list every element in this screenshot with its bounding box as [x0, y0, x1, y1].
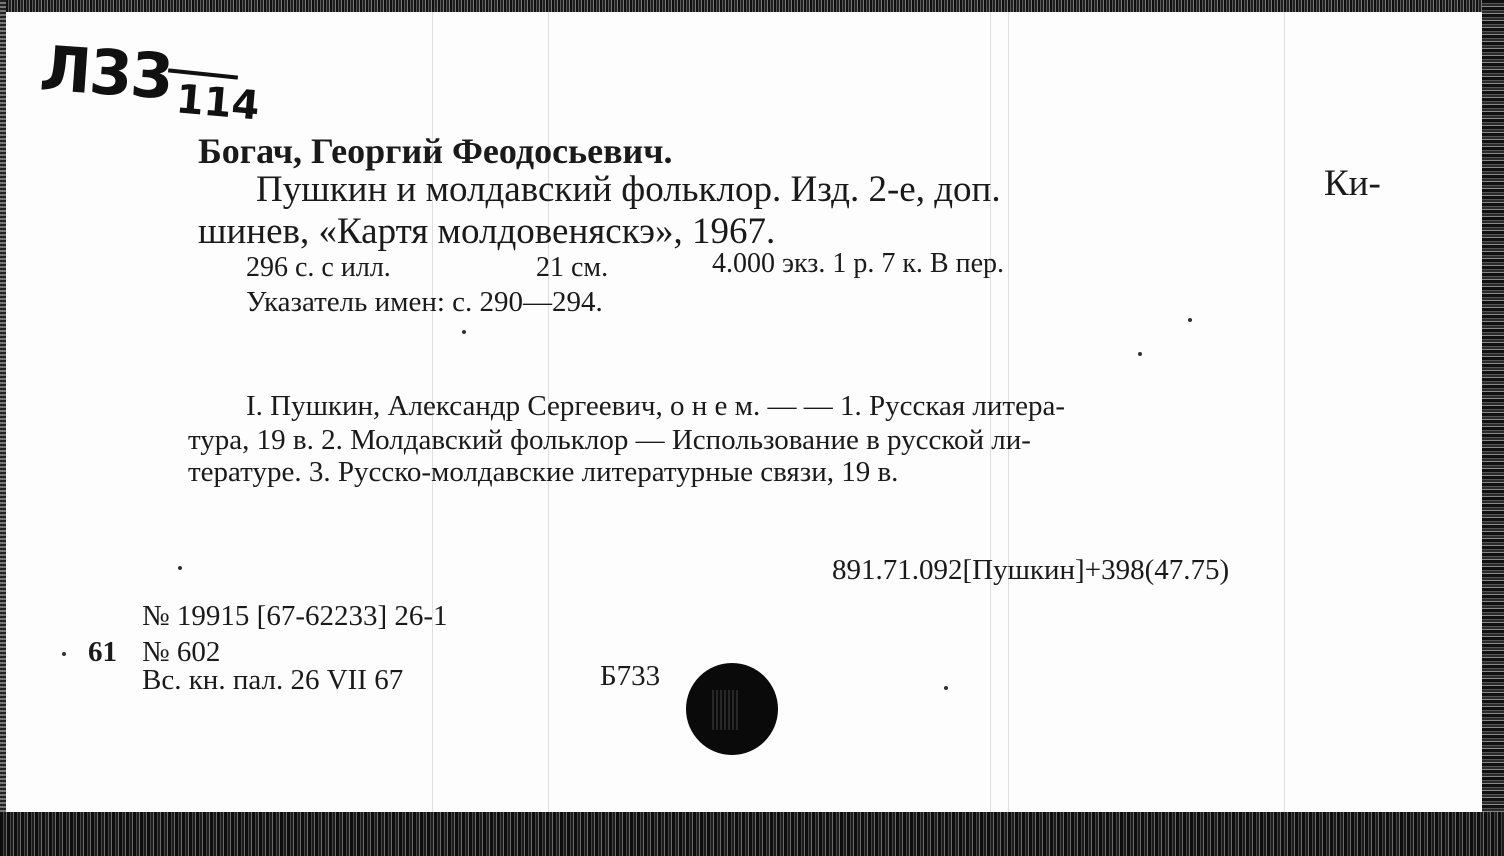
registry-prefix: 61 — [88, 636, 117, 668]
punch-hole-texture — [712, 690, 738, 730]
subjects-line-3: тературе. 3. Русско-молдавские литературные связи, 19 в. — [188, 456, 899, 488]
catalog-code: Б733 — [600, 660, 661, 692]
pages-description: 296 с. с илл. — [246, 252, 391, 283]
author-heading: Богач, Георгий Феодосьевич. — [198, 131, 673, 171]
scan-speck — [1188, 318, 1192, 322]
scan-speck — [944, 686, 948, 690]
title-line-1-hyphen: Ки- — [1324, 163, 1381, 204]
handwritten-shelf-mark: Л33 — [37, 31, 175, 114]
scan-speck — [62, 652, 66, 656]
registry-number-2: № 602 — [142, 636, 221, 668]
title-line-1: Пушкин и молдавский фольклор. Изд. 2-е, доп. — [256, 169, 1001, 210]
classification-code: 891.71.092[Пушкин]+398(47.75) — [832, 554, 1230, 586]
copies-price-description: 4.000 экз. 1 р. 7 к. В пер. — [712, 248, 1005, 279]
scan-speck — [462, 330, 466, 334]
subjects-line-1: I. Пушкин, Александр Сергеевич, о н е м. — — 1. Русская литера- — [246, 390, 1065, 422]
scan-speck — [178, 566, 182, 570]
scan-border-top — [0, 0, 1504, 12]
book-chamber-date: Вс. кн. пал. 26 VII 67 — [142, 664, 404, 696]
index-note: Указатель имен: с. 290—294. — [246, 286, 603, 318]
scan-border-left — [0, 0, 6, 856]
size-description: 21 см. — [536, 252, 609, 283]
registry-number: № 19915 [67-62233] 26-1 — [142, 600, 448, 632]
scan-border-bottom — [0, 812, 1504, 856]
subjects-line-2: тура, 19 в. 2. Молдавский фольклор — Использование в русской ли- — [188, 424, 1031, 456]
title-line-2: шинев, «Картя молдовеняскэ», 1967. — [198, 211, 776, 252]
scan-line — [1284, 12, 1285, 812]
handwritten-shelf-sub: 114 — [174, 76, 262, 130]
scan-speck — [1138, 352, 1142, 356]
scan-border-right — [1482, 0, 1504, 856]
